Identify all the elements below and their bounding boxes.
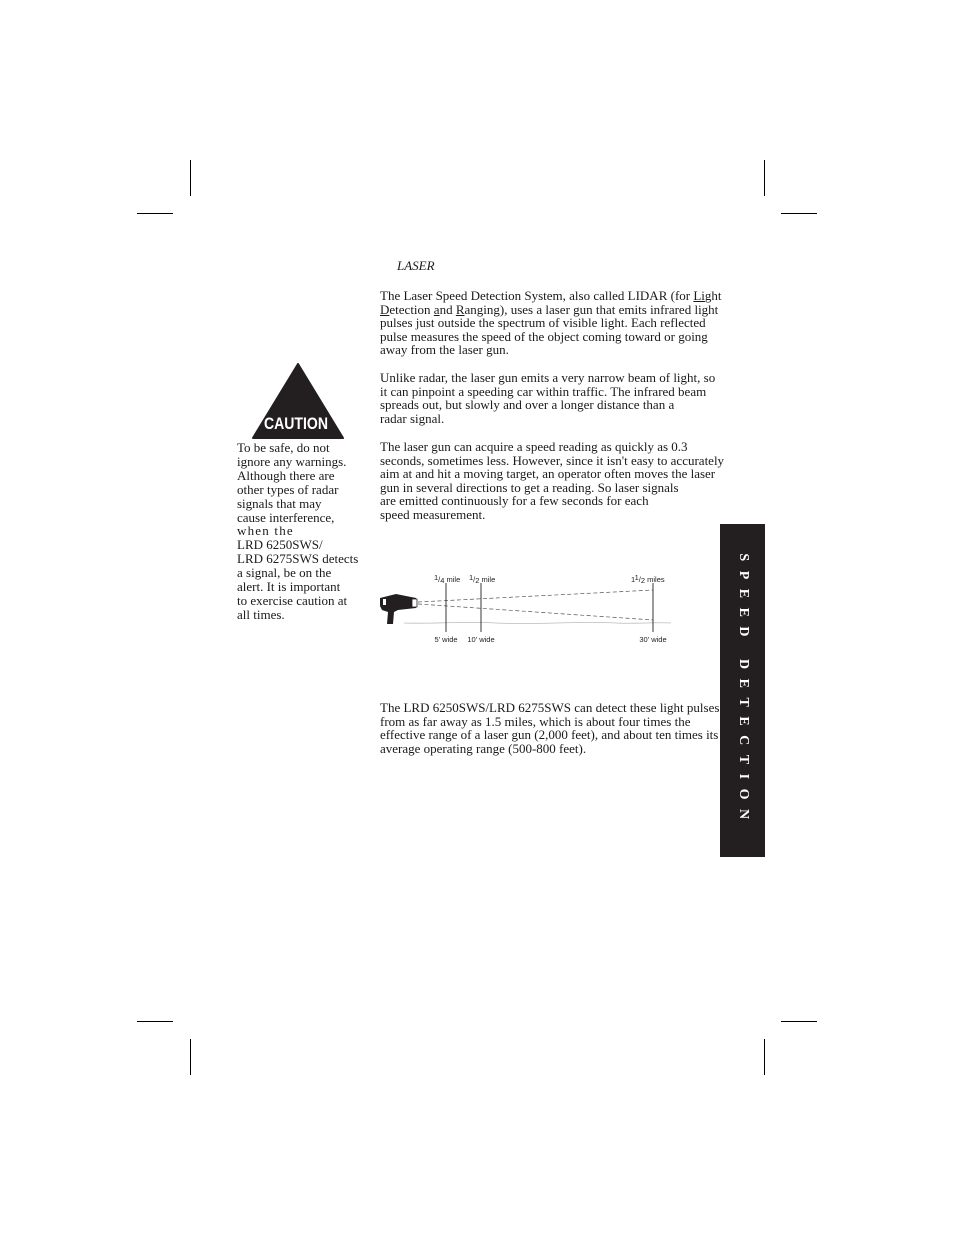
distance-label: 1/4 mile: [434, 573, 461, 585]
text-line: gun in several directions to get a reading. So laser signals: [380, 479, 679, 495]
distance-label: 11/2 miles: [631, 573, 665, 585]
beam-width-label: 10' wide: [467, 635, 495, 644]
text-line: Detection and Ranging), uses a laser gun that emits infrared light: [380, 301, 719, 317]
caution-note-line: cause interference,: [237, 509, 335, 525]
beam-width-label: 5' wide: [434, 635, 458, 644]
side-tab: [720, 524, 765, 857]
caution-note: [237, 440, 359, 622]
caution-note-line: a signal, be on the: [237, 565, 332, 581]
caution-note-line: To be safe, do not: [237, 440, 330, 455]
paragraph-narrow-beam: [380, 371, 718, 425]
laser-beam-diagram: [376, 566, 676, 652]
text-line: pulses just outside the spectrum of visible light. Each reflected: [380, 315, 706, 331]
text-line: speed measurement.: [380, 506, 486, 522]
caution-icon: [251, 362, 345, 440]
section-heading: LASER: [397, 258, 435, 273]
text-line: The LRD 6250SWS/LRD 6275SWS can detect these light pulses: [380, 700, 720, 715]
text-line: Unlike radar, the laser gun emits a very narrow beam of light, so: [380, 370, 716, 385]
text-line: are emitted continuously for a few seconds for each: [380, 493, 649, 509]
caution-label: CAUTION: [264, 414, 328, 433]
beam-width-label: 30' wide: [639, 635, 667, 644]
text-line: The laser gun can acquire a speed reading as quickly as 0.3: [380, 439, 688, 454]
caution-note-line: ignore any warnings.: [237, 453, 347, 469]
caution-note-line: alert. It is important: [237, 579, 341, 595]
text-line: aim at and hit a moving target, an operator often moves the laser: [380, 466, 716, 482]
text-line: radar signal.: [380, 410, 445, 426]
crop-mark: [137, 1021, 173, 1022]
text-line: it can pinpoint a speeding car within traffic. The infrared beam: [380, 383, 707, 399]
crop-mark: [190, 160, 191, 196]
caution-note-line: all times.: [237, 606, 285, 622]
text-line: effective range of a laser gun (2,000 feet), and about ten times its: [380, 727, 719, 743]
caution-note-line: other types of radar: [237, 481, 339, 497]
crop-mark: [137, 213, 173, 214]
laser-gun-icon: [380, 594, 417, 624]
paragraph-lidar-intro: [380, 288, 722, 358]
caution-note-line: signals that may: [237, 495, 322, 511]
crop-mark: [764, 160, 765, 196]
text-line: away from the laser gun.: [380, 342, 509, 358]
text-line: The Laser Speed Detection System, also called LIDAR (for Light: [380, 288, 722, 303]
crop-mark: [781, 1021, 817, 1022]
crop-mark: [764, 1039, 765, 1075]
distance-label: 1/2 mile: [469, 573, 496, 585]
side-tab-label: SPEED DETECTION: [735, 552, 751, 829]
paragraph-acquire-speed: [380, 439, 725, 522]
caution-note-line: LRD 6250SWS/: [237, 537, 323, 553]
crop-mark: [781, 213, 817, 214]
text-line: seconds, sometimes less. However, since it isn't easy to accurately: [380, 452, 725, 468]
caution-note-line: LRD 6275SWS detects: [237, 551, 359, 567]
caution-note-line: Although there are: [237, 467, 335, 483]
caution-note-line: to exercise caution at: [237, 592, 348, 608]
paragraph-detection-range: [380, 701, 718, 755]
text-line: spreads out, but slowly and over a longer distance than a: [380, 397, 675, 413]
crop-mark: [190, 1039, 191, 1075]
text-line: pulse measures the speed of the object coming toward or going: [380, 328, 708, 344]
caution-note-line: when the: [237, 523, 294, 539]
text-line: from as far away as 1.5 miles, which is about four times the: [380, 713, 691, 729]
text-line: average operating range (500-800 feet).: [380, 740, 587, 756]
